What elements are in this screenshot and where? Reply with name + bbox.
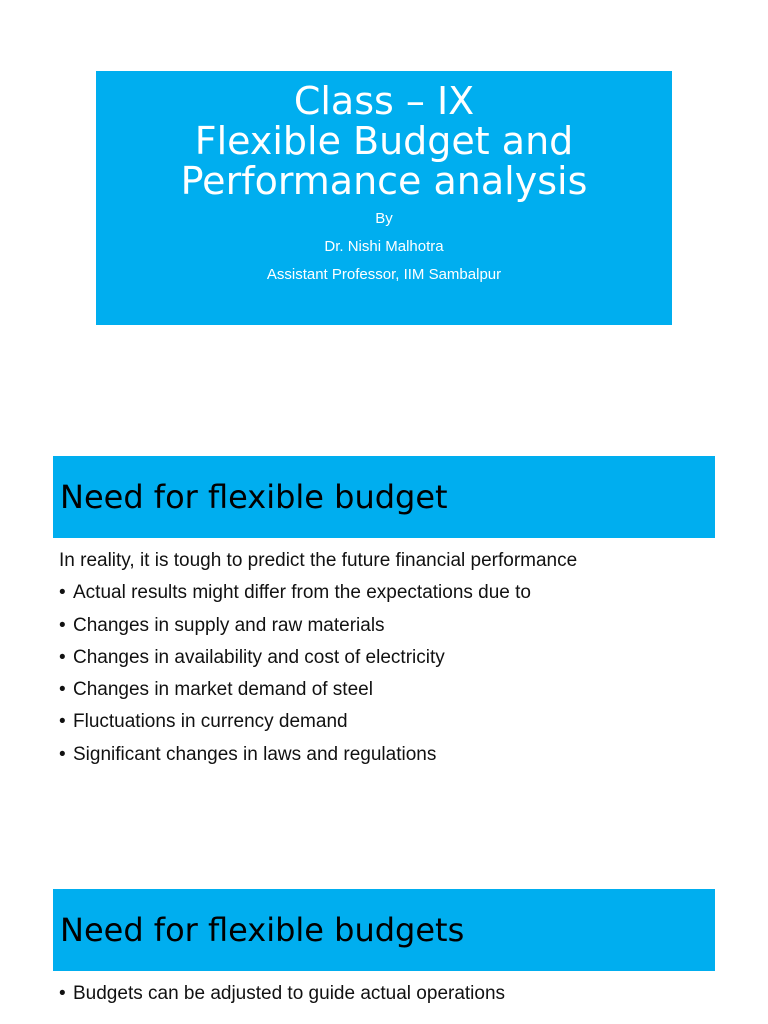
list-item bbox=[59, 706, 577, 738]
author-affiliation: Assistant Professor, IIM Sambalpur bbox=[266, 266, 502, 283]
title-topic-line-2: Performance analysis bbox=[180, 159, 588, 203]
bullet-marker: • bbox=[59, 679, 66, 701]
title-slide-box bbox=[96, 71, 672, 325]
slide2-intro: In reality, it is tough to predict the future financial performance bbox=[59, 550, 578, 571]
list-item bbox=[59, 674, 577, 706]
bullet-marker: • bbox=[59, 983, 66, 1004]
title-topic-line-1: Flexible Budget and bbox=[194, 119, 574, 163]
bullet-marker: • bbox=[59, 582, 66, 604]
list-item bbox=[59, 739, 577, 771]
list-item-text: Changes in supply and raw materials bbox=[73, 614, 385, 636]
title-class: Class – IX bbox=[293, 79, 475, 123]
slide3-body bbox=[59, 978, 505, 1010]
bullet-marker: • bbox=[59, 614, 66, 636]
slide3-heading: Need for flexible budgets bbox=[60, 911, 465, 949]
bullet-marker: • bbox=[59, 743, 66, 765]
list-item-text: Changes in availability and cost of electricity bbox=[73, 646, 445, 668]
slide2-header-bar bbox=[53, 456, 715, 538]
list-item-text: Significant changes in laws and regulations bbox=[73, 743, 437, 765]
list-item bbox=[59, 978, 505, 1010]
slide2-heading: Need for flexible budget bbox=[60, 478, 448, 516]
list-item-text: Actual results might differ from the expectations due to bbox=[73, 582, 531, 604]
author-name: Dr. Nishi Malhotra bbox=[324, 238, 444, 255]
list-item bbox=[59, 577, 577, 609]
bullet-marker: • bbox=[59, 711, 66, 733]
by-label: By bbox=[375, 210, 393, 227]
slide2-body bbox=[59, 545, 577, 771]
list-item-text: Changes in market demand of steel bbox=[73, 679, 373, 701]
bullet-marker: • bbox=[59, 646, 66, 668]
list-item-text: Budgets can be adjusted to guide actual operations bbox=[73, 983, 506, 1004]
list-item-text: Fluctuations in currency demand bbox=[73, 711, 348, 733]
list-item bbox=[59, 610, 577, 642]
slide3-header-bar bbox=[53, 889, 715, 971]
list-item bbox=[59, 642, 577, 674]
